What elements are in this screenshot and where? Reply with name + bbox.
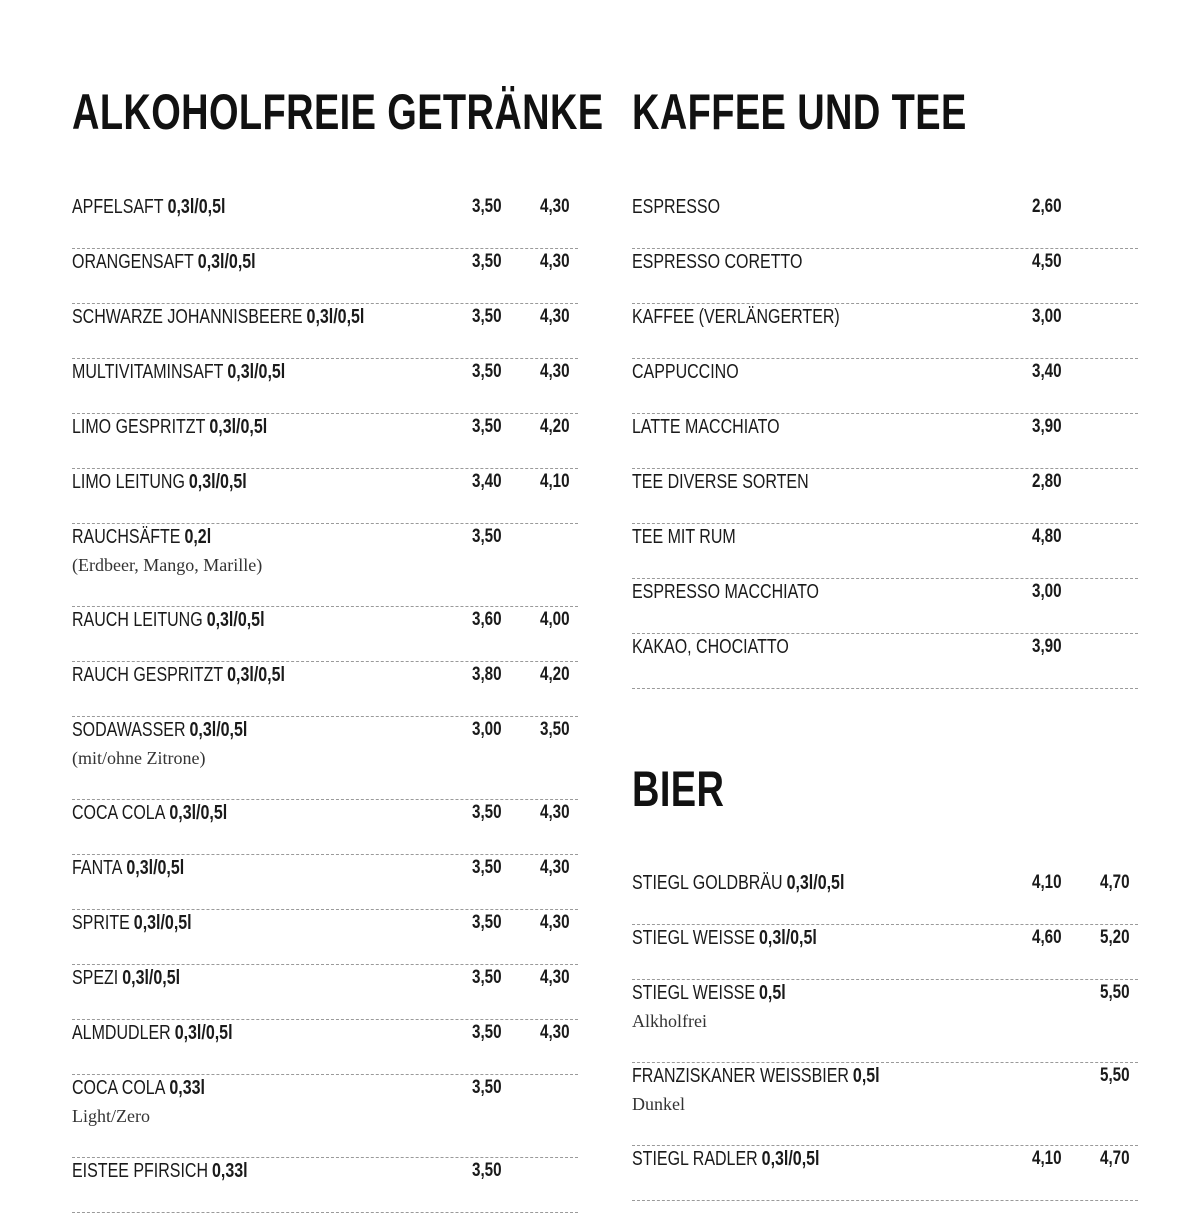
- menu-item-name: SPEZI: [72, 967, 119, 989]
- menu-item-price-small: 3,50: [472, 912, 502, 933]
- menu-item-price-large: 4,20: [540, 416, 570, 437]
- menu-item-price-small: 3,40: [1032, 361, 1062, 382]
- menu-item-name: MULTIVITAMINSAFT: [72, 361, 224, 383]
- menu-item-price-large: 4,30: [540, 857, 570, 878]
- menu-item: [72, 607, 578, 662]
- menu-item-line: [632, 360, 739, 384]
- menu-item-volume: 0,3l/0,5l: [133, 912, 192, 934]
- menu-item-price-large: 4,30: [540, 967, 570, 988]
- menu-item: [632, 359, 1138, 414]
- menu-item-price-small: 3,50: [472, 1022, 502, 1043]
- menu-item: [72, 800, 578, 855]
- menu-item-name: SPRITE: [72, 912, 130, 934]
- menu-item-price-large: 4,00: [540, 609, 570, 630]
- menu-item-price-small: 3,90: [1032, 636, 1062, 657]
- menu-item-description: Dunkel: [632, 1094, 685, 1114]
- menu-item-price-large: 4,30: [540, 1022, 570, 1043]
- menu-item-price-small: 4,80: [1032, 526, 1062, 547]
- menu-item-volume: 0,5l: [759, 982, 786, 1004]
- menu-item-price-large: 4,70: [1100, 872, 1130, 893]
- menu-item-line: [632, 926, 817, 950]
- menu-item-name: TEE MIT RUM: [632, 526, 736, 548]
- menu-item: [72, 717, 578, 800]
- menu-item-line: [72, 250, 256, 274]
- menu-item-line: [632, 580, 819, 604]
- menu-item-price-small: 3,90: [1032, 416, 1062, 437]
- menu-item-price-large: 4,10: [540, 471, 570, 492]
- menu-item-name: ORANGENSAFT: [72, 251, 194, 273]
- menu-item-price-small: 4,50: [1032, 251, 1062, 272]
- menu-item-description: Light/Zero: [72, 1106, 150, 1126]
- menu-item-name: STIEGL RADLER: [632, 1148, 758, 1170]
- menu-item-volume: 0,3l/0,5l: [189, 719, 248, 741]
- menu-item-price-small: 3,50: [472, 1160, 502, 1181]
- menu-item-line: [72, 470, 247, 494]
- menu-item: [72, 304, 578, 359]
- menu-item-price-small: 3,50: [472, 967, 502, 988]
- menu-item-line: [632, 250, 802, 274]
- menu-item: [632, 980, 1138, 1063]
- menu-item-name: CAPPUCCINO: [632, 361, 739, 383]
- menu-item-description: Alkholfrei: [632, 1011, 707, 1031]
- menu-item-price-large: 4,70: [1100, 1148, 1130, 1169]
- menu-item-line: [72, 360, 285, 384]
- menu-item-volume: 0,2l: [184, 526, 212, 548]
- menu-item-name: APFELSAFT: [72, 196, 164, 218]
- menu-item-price-small: 3,50: [472, 526, 502, 547]
- menu-item-name: RAUCH LEITUNG: [72, 609, 203, 631]
- menu-item-name: KAFFEE (VERLÄNGERTER): [632, 306, 840, 328]
- item-list-bier: [632, 870, 1138, 1201]
- menu-item: [72, 524, 578, 607]
- menu-item-price-small: 3,50: [472, 1077, 502, 1098]
- menu-item-line: [632, 470, 809, 494]
- menu-item: [632, 1146, 1138, 1201]
- menu-item-price-large: 5,50: [1100, 982, 1130, 1003]
- menu-item-price-small: 3,50: [472, 802, 502, 823]
- menu-item-price-large: 5,20: [1100, 927, 1130, 948]
- menu-item-line: [72, 1021, 233, 1045]
- menu-item: [632, 524, 1138, 579]
- menu-item-name: STIEGL GOLDBRÄU: [632, 872, 783, 894]
- menu-item-name: FANTA: [72, 857, 123, 879]
- menu-item-name: STIEGL WEISSE: [632, 982, 755, 1004]
- menu-item-name: RAUCH GESPRITZT: [72, 664, 224, 686]
- menu-item-volume: 0,3l/0,5l: [786, 872, 845, 894]
- menu-item-line: [72, 966, 180, 990]
- menu-item: [632, 194, 1138, 249]
- menu-item-price-large: 4,30: [540, 802, 570, 823]
- menu-item-price-small: 3,50: [472, 416, 502, 437]
- menu-item-volume: 0,3l/0,5l: [174, 1022, 233, 1044]
- menu-item-name: ESPRESSO CORETTO: [632, 251, 803, 273]
- menu-item-price-small: 2,60: [1032, 196, 1062, 217]
- menu-item-volume: 0,3l/0,5l: [761, 1148, 820, 1170]
- menu-item-price-small: 3,50: [472, 196, 502, 217]
- menu-item-price-small: 4,60: [1032, 927, 1062, 948]
- menu-item-volume: 0,5l: [852, 1065, 880, 1087]
- menu-item-volume: 0,33l: [169, 1077, 205, 1099]
- menu-item: [632, 870, 1138, 925]
- menu-item-price-small: 4,10: [1032, 1148, 1062, 1169]
- menu-item-name: LIMO LEITUNG: [72, 471, 185, 493]
- menu-item: [72, 965, 578, 1020]
- menu-item: [72, 359, 578, 414]
- menu-item-name: LATTE MACCHIATO: [632, 416, 780, 438]
- menu-item: [72, 414, 578, 469]
- menu-item-price-large: 3,50: [540, 719, 570, 740]
- menu-item-line: [632, 415, 780, 439]
- menu-item-line: [632, 305, 840, 329]
- menu-item-price-small: 3,50: [472, 251, 502, 272]
- menu-item-price-large: 4,30: [540, 196, 570, 217]
- section-title-alkoholfrei: ALKOHOLFREIE GETRÄNKE: [72, 84, 604, 140]
- menu-item-volume: 0,3l/0,5l: [306, 306, 365, 328]
- menu-item: [72, 469, 578, 524]
- menu-item-line: [72, 718, 247, 742]
- menu-item-volume: 0,3l/0,5l: [759, 927, 817, 949]
- menu-item: [632, 469, 1138, 524]
- menu-item-price-small: 3,60: [472, 609, 502, 630]
- menu-item-price-large: 4,20: [540, 664, 570, 685]
- section-title-kaffee: KAFFEE UND TEE: [632, 84, 967, 140]
- menu-item: [72, 855, 578, 910]
- menu-item-volume: 0,33l: [212, 1160, 248, 1182]
- menu-item-name: FRANZISKANER WEISSBIER: [632, 1065, 849, 1087]
- menu-item-line: [72, 415, 267, 439]
- menu-item: [632, 304, 1138, 359]
- menu-item: [72, 662, 578, 717]
- menu-item-volume: 0,3l/0,5l: [122, 967, 181, 989]
- menu-item-line: [72, 608, 265, 632]
- menu-item-line: [72, 1076, 205, 1100]
- menu-item-line: [632, 871, 844, 895]
- menu-item-line: [72, 801, 227, 825]
- menu-item-description: (Erdbeer, Mango, Marille): [72, 555, 263, 575]
- menu-item-name: LIMO GESPRITZT: [72, 416, 206, 438]
- menu-item: [72, 1020, 578, 1075]
- menu-item-name: SODAWASSER: [72, 719, 186, 741]
- menu-item-line: [632, 1064, 880, 1088]
- item-list-kaffee: [632, 194, 1138, 689]
- menu-item-line: [72, 195, 225, 219]
- menu-item-price-large: 4,30: [540, 912, 570, 933]
- menu-item: [72, 249, 578, 304]
- menu-item-price-small: 3,50: [472, 306, 502, 327]
- menu-item-price-large: 4,30: [540, 306, 570, 327]
- menu-item-line: [632, 981, 786, 1005]
- menu-item: [72, 910, 578, 965]
- menu-item-line: [72, 525, 211, 549]
- menu-item-name: COCA COLA: [72, 1077, 166, 1099]
- menu-item-line: [632, 1147, 820, 1171]
- menu-item-line: [72, 911, 192, 935]
- menu-item: [72, 194, 578, 249]
- menu-item-volume: 0,3l/0,5l: [227, 664, 285, 686]
- menu-item: [632, 249, 1138, 304]
- menu-item-line: [72, 1159, 248, 1183]
- menu-item-price-small: 2,80: [1032, 471, 1062, 492]
- menu-item: [632, 1063, 1138, 1146]
- menu-item-name: SCHWARZE JOHANNISBEERE: [72, 306, 303, 328]
- menu-item-volume: 0,3l/0,5l: [209, 416, 268, 438]
- menu-item: [632, 634, 1138, 689]
- menu-item-description: (mit/ohne Zitrone): [72, 748, 206, 768]
- menu-item-price-large: 4,30: [540, 361, 570, 382]
- menu-item-line: [632, 635, 789, 659]
- menu-item-price-large: 5,50: [1100, 1065, 1130, 1086]
- menu-item: [632, 579, 1138, 634]
- menu-item-line: [632, 525, 736, 549]
- menu-item-line: [72, 663, 285, 687]
- menu-item-name: STIEGL WEISSE: [632, 927, 755, 949]
- menu-item-name: COCA COLA: [72, 802, 166, 824]
- menu-item-name: ESPRESSO: [632, 196, 721, 218]
- menu-item-name: ALMDUDLER: [72, 1022, 171, 1044]
- menu-item-volume: 0,3l/0,5l: [188, 471, 247, 493]
- menu-item: [632, 414, 1138, 469]
- menu-item-volume: 0,3l/0,5l: [167, 196, 226, 218]
- menu-item-volume: 0,3l/0,5l: [126, 857, 185, 879]
- menu-item-name: ESPRESSO MACCHIATO: [632, 581, 819, 603]
- menu-item-line: [72, 305, 364, 329]
- menu-item-price-small: 3,00: [1032, 306, 1062, 327]
- menu-item-price-large: 4,30: [540, 251, 570, 272]
- menu-item-price-small: 3,00: [472, 719, 502, 740]
- menu-item-name: TEE DIVERSE SORTEN: [632, 471, 809, 493]
- menu-item-line: [632, 195, 720, 219]
- menu-item: [72, 1158, 578, 1213]
- menu-item-price-small: 3,00: [1032, 581, 1062, 602]
- menu-item-volume: 0,3l/0,5l: [169, 802, 228, 824]
- menu-item-name: RAUCHSÄFTE: [72, 526, 181, 548]
- menu-item-price-small: 3,50: [472, 361, 502, 382]
- item-list-alkoholfrei: [72, 194, 578, 1213]
- menu-item-price-small: 3,50: [472, 857, 502, 878]
- menu-item-price-small: 3,40: [472, 471, 502, 492]
- menu-item-price-small: 4,10: [1032, 872, 1062, 893]
- menu-item-name: KAKAO, CHOCIATTO: [632, 636, 789, 658]
- menu-item-volume: 0,3l/0,5l: [227, 361, 286, 383]
- menu-item-name: EISTEE PFIRSICH: [72, 1160, 209, 1182]
- menu-item-volume: 0,3l/0,5l: [197, 251, 256, 273]
- menu-item-volume: 0,3l/0,5l: [206, 609, 265, 631]
- menu-item-price-small: 3,80: [472, 664, 502, 685]
- menu-item-line: [72, 856, 184, 880]
- section-title-bier: BIER: [632, 761, 725, 817]
- menu-item: [632, 925, 1138, 980]
- menu-item: [72, 1075, 578, 1158]
